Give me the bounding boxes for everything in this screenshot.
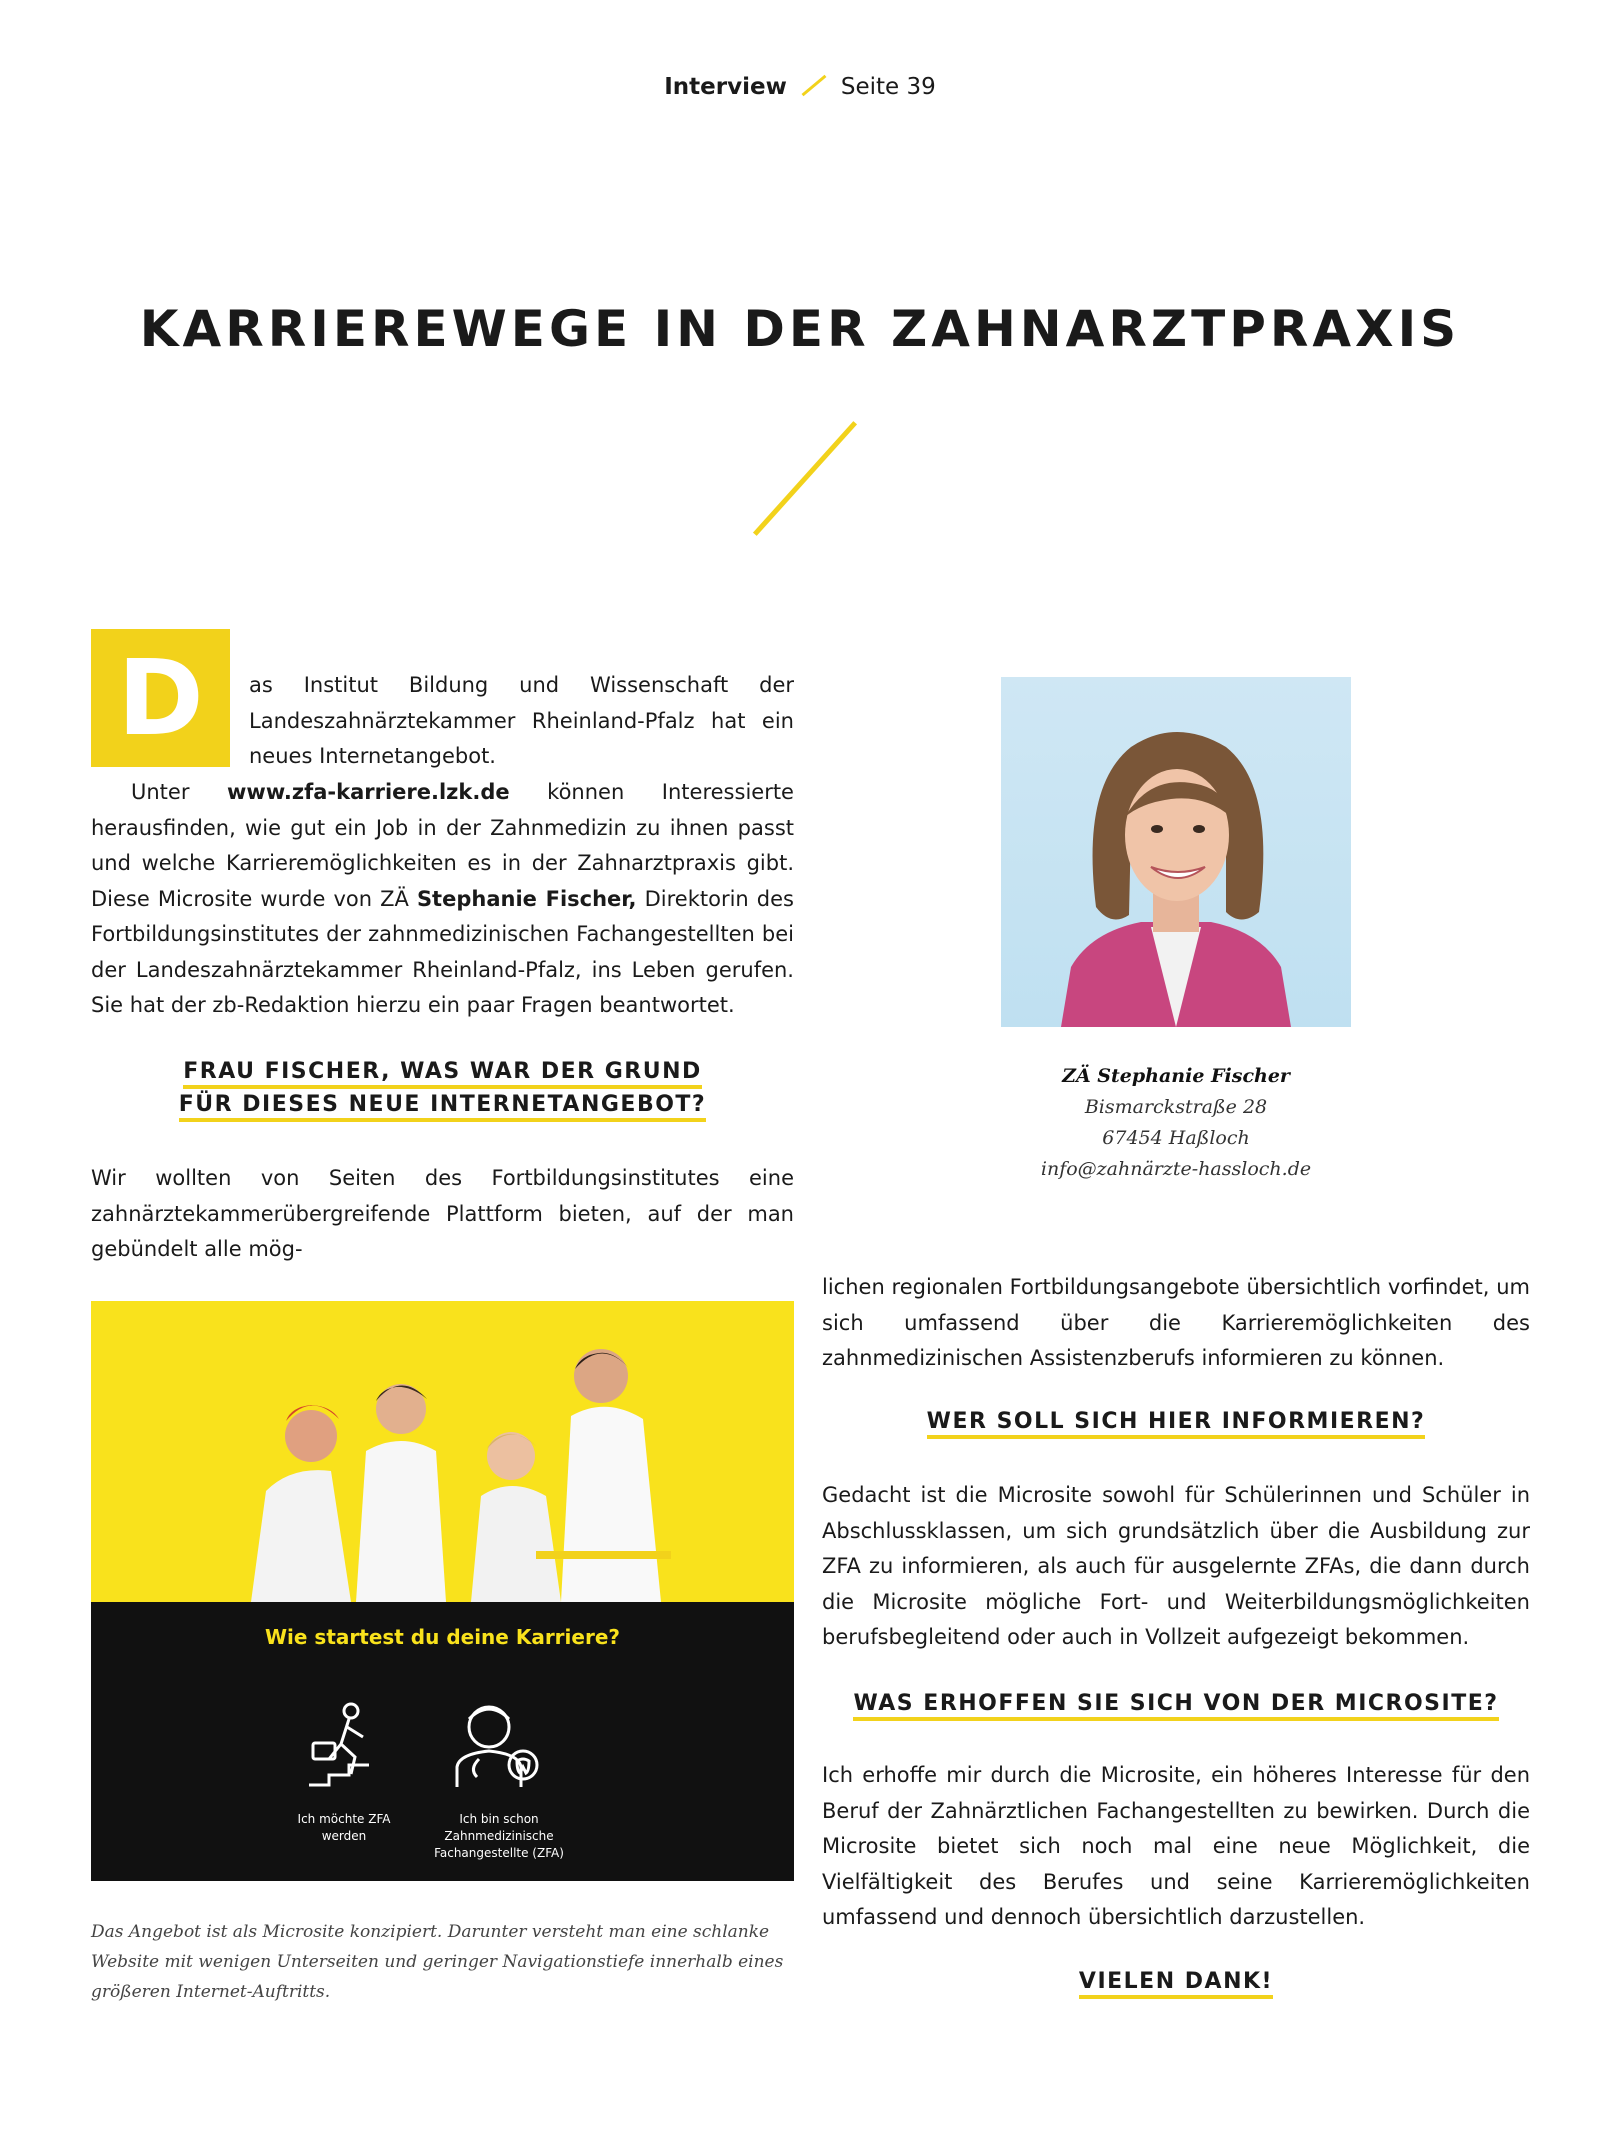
contact-box (1001, 1061, 1351, 1185)
header-slash (801, 75, 826, 97)
career-start-icon (299, 1699, 389, 1789)
option-label-line: Fachangestellte (ZFA) (434, 1846, 564, 1860)
question-heading-line: FÜR DIESES NEUE INTERNETANGEBOT? (179, 1092, 706, 1122)
answer-2 (822, 1478, 1530, 1656)
answer-1-part-1 (91, 1161, 794, 1268)
intro-first-paragraph: as Institut Bildung und Wissenschaft der Landeszahnärztekammer Rheinland-Pfalz hat ein neues Internetangebot. (249, 673, 794, 768)
answer-1-part-2 (822, 1270, 1530, 1377)
decorative-slash (753, 421, 857, 536)
answer-3 (822, 1758, 1530, 1936)
portrait-illustration (1001, 677, 1351, 1027)
closing-text: VIELEN DANK! (1079, 1969, 1273, 1999)
closing-thanks (822, 1965, 1530, 1998)
question-heading-line: FRAU FISCHER, WAS WAR DER GRUND (183, 1059, 702, 1089)
page-number: Seite 39 (840, 74, 936, 100)
contact-email: info@zahnärzte-hassloch.de (1040, 1158, 1312, 1180)
question-heading-1 (91, 1055, 794, 1121)
question-heading-line: WER SOLL SICH HIER INFORMIEREN? (927, 1409, 1426, 1439)
microsite-url: www.zfa-karriere.lzk.de (227, 780, 510, 804)
microsite-promo-image (91, 1301, 794, 1881)
page-header (0, 74, 1600, 100)
contact-name: ZÄ Stephanie Fischer (1062, 1065, 1290, 1087)
answer-text: Wir wollten von Seiten des Fortbildungsinstitutes eine zahnärztekammerübergreifende Plattform bieten, auf der man gebündelt alle mög- (91, 1166, 794, 1261)
option-label-line: Zahnmedizinische (444, 1829, 554, 1843)
option-label-line: Ich möchte ZFA (297, 1812, 391, 1826)
contact-street: Bismarckstraße 28 (1084, 1096, 1268, 1118)
question-heading-2 (822, 1405, 1530, 1438)
option-label-line: Ich bin schon (459, 1812, 539, 1826)
option-start-apprenticeship (254, 1811, 434, 1845)
answer-text: Ich erhoffe mir durch die Microsite, ein höheres Interesse für den Beruf der Zahnärztlichen Fachangestellten zu bewirken. Durch die Microsite bietet sich noch mal eine neue Möglichkeit, die Vielfältigkeit des Berufes und seine Karrieremöglichkeiten umfassend und dennoch übersichtlich darzustellen. (822, 1763, 1530, 1929)
answer-text: Gedacht ist die Microsite sowohl für Schülerinnen und Schüler in Abschlussklassen, um sich grundsätzlich über die Ausbildung zur ZFA zu informieren, als auch für ausgelernte ZFAs, die dann durch die Microsite mögliche Fort- und Weiterbildungsmöglichkeiten berufsbegleitend oder auch in Vollzeit aufgezeigt bekommen. (822, 1483, 1530, 1649)
section-label: Interview (664, 74, 787, 100)
image-caption: Das Angebot ist als Microsite konzipiert. Darunter versteht man eine schlanke Website mit wenigen Unterseiten und geringer Navigationstiefe innerhalb eines größeren Internet-Auftritts. (91, 1922, 784, 2002)
answer-text: lichen regionalen Fortbildungsangebote übersichtlich vorfindet, um sich umfassend über die Karrieremöglichkeiten des zahnmedizinischen Assistenzberufs informieren zu können. (822, 1275, 1530, 1370)
article-title: KARRIEREWEGE IN DER ZAHNARZTPRAXIS (139, 300, 1461, 358)
drop-cap: D (91, 629, 230, 767)
dental-assistant-icon (449, 1699, 549, 1789)
intro-text: können Interessierte herausfinden, wie gut ein Job in der Zahnmedizin zu ihnen passt und welche Karrieremöglichkeiten es in der Zahnarztpraxis gibt. Diese Microsite wurde von ZÄ (91, 780, 794, 911)
contact-city: 67454 Haßloch (1102, 1127, 1250, 1149)
intro-first-lines (249, 668, 794, 775)
question-heading-3 (822, 1687, 1530, 1720)
promo-headline: Wie startest du deine Karriere? (264, 1625, 620, 1649)
option-label-line: werden (321, 1829, 367, 1843)
intro-text: Direktorin des Fortbildungsinstitutes der zahnmedizinischen Fachangestellten bei der Landeszahnärztekammer Rheinland-Pfalz, ins Leben gerufen. Sie hat der zb-Redaktion hierzu ein paar Fragen beantwortet. (91, 886, 794, 1017)
question-heading-line: WAS ERHOFFEN SIE SICH VON DER MICROSITE? (853, 1691, 1498, 1721)
team-illustration (91, 1301, 794, 1602)
portrait-photo (1001, 677, 1351, 1027)
option-already-zfa (409, 1811, 589, 1862)
interviewee-name: Stephanie Fischer, (416, 886, 637, 911)
intro-text: Unter (131, 780, 228, 804)
intro-second-paragraph (91, 775, 794, 1024)
